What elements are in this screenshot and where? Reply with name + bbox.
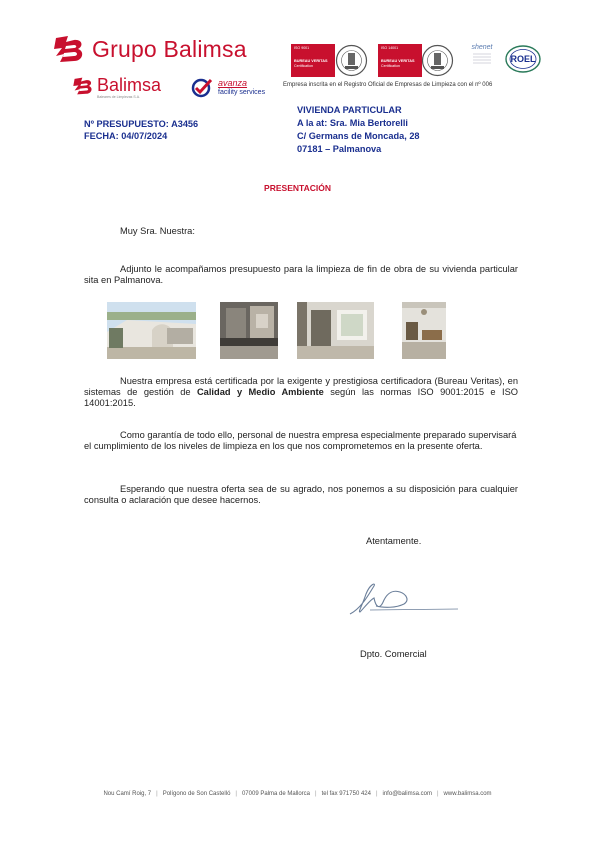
bureau-veritas-seal-2-icon	[421, 44, 454, 77]
recipient-postcode: 07181 – Palmanova	[297, 144, 382, 154]
brand-secondary-text: Balimsa	[97, 75, 162, 95]
footer-web[interactable]: www.balimsa.com	[443, 791, 492, 797]
cert1-label: Certification	[294, 64, 313, 68]
footer-phone: tel fax 971750 424	[321, 791, 371, 797]
cert1-code: ISO 9001	[294, 46, 310, 50]
closing-text: Atentamente.	[366, 536, 422, 546]
iso9001-badge	[291, 44, 335, 77]
registry-note: Empresa inscrita en el Registro Oficial de Empresas de Limpieza con el nº 006	[283, 82, 493, 88]
quote-number: Nº PRESUPUESTO: A3456	[84, 119, 199, 129]
paragraph-closing	[84, 484, 518, 506]
avanza-check-icon	[191, 78, 215, 98]
recipient-type: VIVIENDA PARTICULAR	[297, 105, 402, 115]
footer-address: Nou Camí Roig, 7	[103, 791, 152, 797]
balimsa-b-small-icon	[72, 76, 94, 96]
brand-main-text: Grupo Balimsa	[92, 35, 247, 62]
house-exterior-photo	[107, 302, 196, 359]
paragraph-intro-text: Adjunto le acompañamos presupuesto para la limpieza de fin de obra de su vivienda particular sita en Palmanova.	[84, 264, 518, 285]
shenet-lines-icon	[467, 51, 497, 70]
living-room-photo	[297, 302, 374, 359]
bureau-veritas-seal-icon	[335, 44, 368, 77]
recipient-street: C/ Germans de Moncada, 28	[297, 131, 420, 141]
balimsa-logo	[72, 76, 161, 99]
avanza-name: avanza	[218, 78, 248, 88]
avanza-logo	[191, 78, 265, 98]
shenet-logo	[467, 44, 497, 76]
shenet-name: shenet	[471, 44, 493, 51]
roel-text: ROEL	[510, 54, 536, 64]
footer: Nou Camí Roig, 7 | Polígono de Son Castelló | 07009 Palma de Mallorca | tel fax 971750 424 | info@balimsa.com | www.balimsa.com	[103, 791, 492, 797]
paragraph-certification-text: Nuestra empresa está certificada por la exigente y prestigiosa certificadora (Bureau Veritas), en sistemas de gestión de	[84, 376, 518, 397]
kitchen-photo	[402, 302, 446, 359]
footer-email[interactable]: info@balimsa.com	[382, 791, 432, 797]
salutation: Muy Sra. Nuestra:	[120, 226, 195, 236]
brand-secondary-subtitle: Baleares de Limpiezas S.A.	[97, 95, 140, 99]
cert2-label: Certification	[381, 64, 400, 68]
paragraph-guarantee	[84, 430, 518, 452]
roel-logo	[504, 44, 542, 74]
paragraph-certification-end: según las normas ISO 9001:2015 e ISO 14001:2015.	[84, 387, 519, 408]
paragraph-guarantee-text: Como garantía de todo ello, personal de nuestra empresa especialmente preparado supervisará el cumplimiento de los niveles de limpieza en los que nos comprometemos en la presente oferta.	[84, 430, 517, 451]
cert2-code: ISO 14001	[381, 46, 399, 50]
paragraph-certification-bold: Calidad y Medio Ambiente	[196, 387, 324, 397]
signature-icon	[340, 578, 460, 618]
cert2-body: BUREAU VERITAS	[381, 59, 415, 63]
footer-city: 07009 Palma de Mallorca	[241, 791, 311, 797]
balimsa-b-icon	[52, 34, 86, 64]
grupo-balimsa-logo	[52, 34, 247, 64]
footer-area: Polígono de Son Castelló	[162, 791, 231, 797]
recipient-attention: A la at: Sra. Mia Bertorelli	[297, 118, 408, 128]
bathroom-photo	[220, 302, 278, 359]
paragraph-intro	[84, 264, 518, 286]
avanza-subtitle: facility services	[218, 89, 266, 96]
cert1-body: BUREAU VERITAS	[294, 59, 328, 63]
iso14001-badge	[378, 44, 422, 77]
signatory-department: Dpto. Comercial	[360, 649, 427, 659]
document-title: PRESENTACIÓN	[264, 183, 331, 193]
paragraph-certification	[84, 376, 518, 409]
paragraph-closing-text: Esperando que nuestra oferta sea de su agrado, nos ponemos a su disposición para cualquier consulta o aclaración que desee hacernos.	[84, 484, 518, 505]
quote-date: FECHA: 04/07/2024	[84, 131, 168, 141]
